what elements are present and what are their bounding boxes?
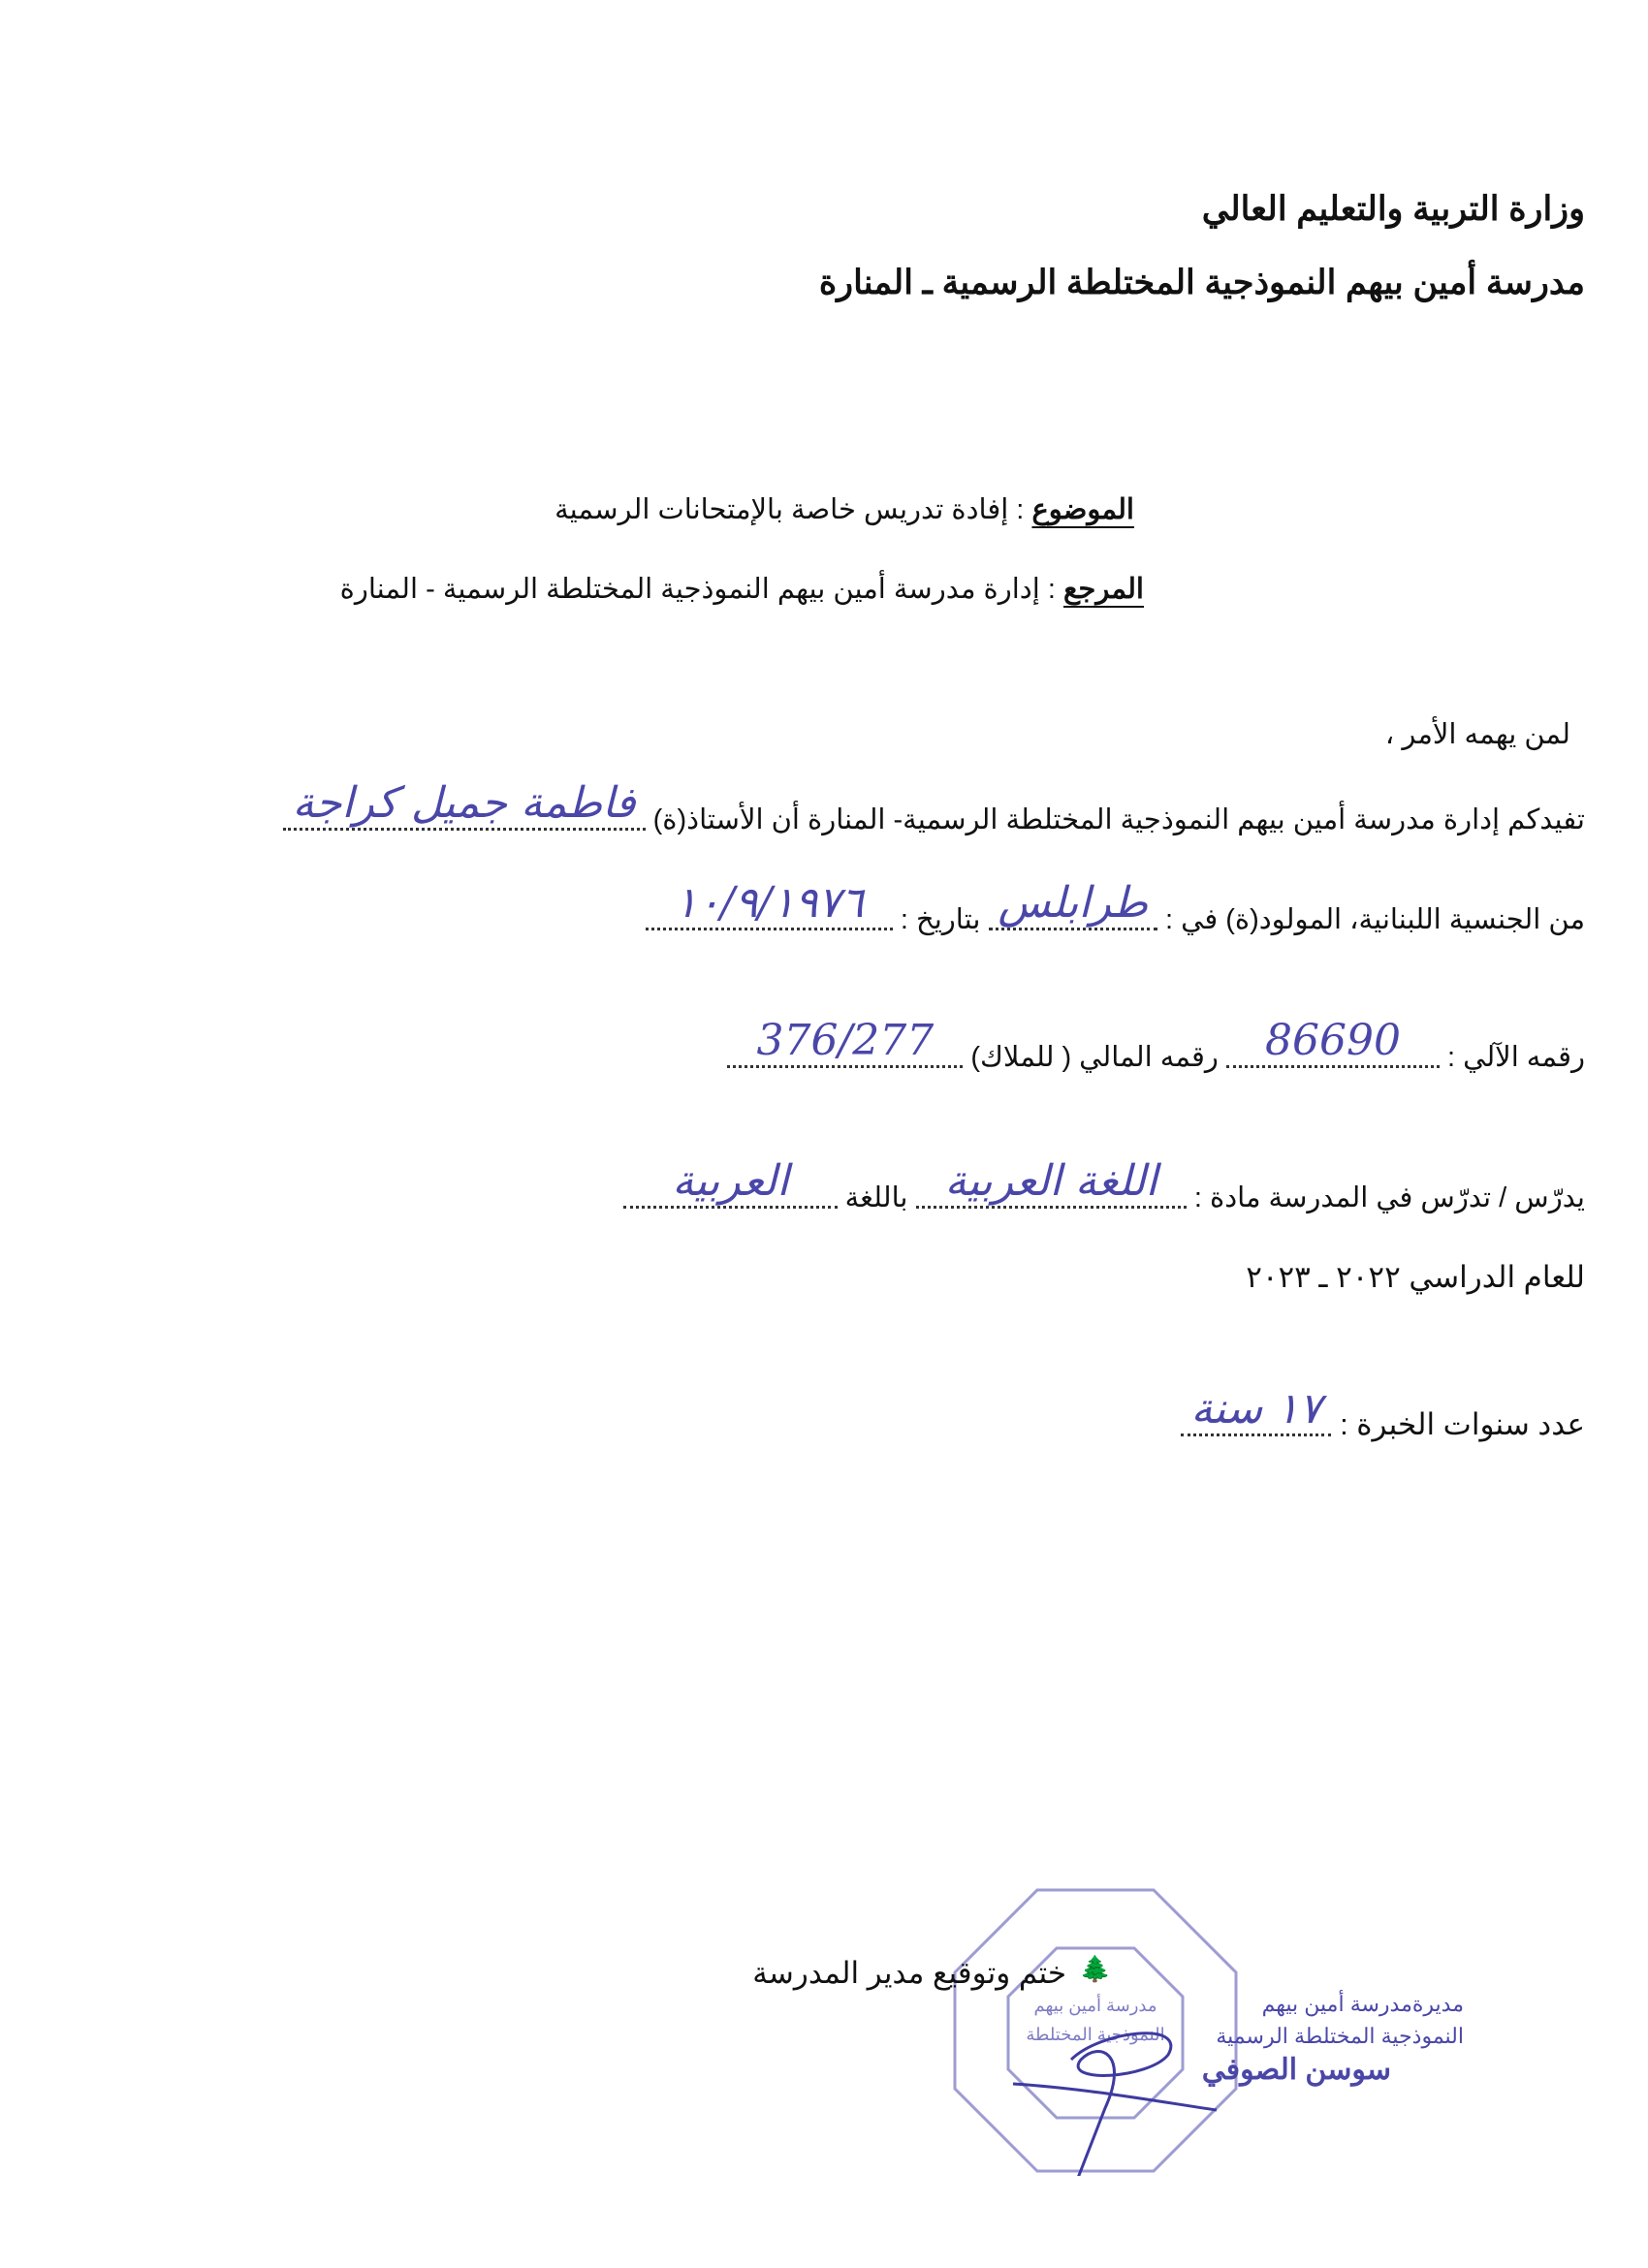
subject-line — [555, 492, 1134, 526]
school-seal-stamp — [945, 1885, 1246, 2176]
teacher-name: فاطمة جميل كراجة — [283, 778, 646, 831]
birth-place: طرابلس — [989, 878, 1157, 930]
birthdate-label: بتاريخ : — [900, 904, 981, 935]
body-line-1 — [283, 778, 1585, 839]
school-heading: مدرسة أمين بيهم النموذجية المختلطة الرسمية ـ المنارة — [818, 264, 1585, 301]
experience-label: عدد سنوات الخبرة : — [1340, 1407, 1585, 1441]
stamp-line-2: النموذجية المختلطة الرسمية — [1216, 2024, 1464, 2048]
language-label: باللغة — [844, 1182, 908, 1213]
auto-number-label: رقمه الآلي : — [1447, 1042, 1585, 1073]
ministry-heading: وزارة التربية والتعليم العالي — [1201, 190, 1585, 228]
experience-value: ١٧ سنة — [1181, 1384, 1331, 1436]
line1-text: تفيدكم إدارة مدرسة أمين بيهم النموذجية المختلطة الرسمية- المنارة أن الأستاذ(ة) — [652, 804, 1585, 835]
subject-taught: اللغة العربية — [916, 1156, 1187, 1209]
stamp-line-1: مديرةمدرسة أمين بيهم — [1261, 1992, 1464, 2016]
birth-date: ١٠/٩/١٩٧٦ — [646, 878, 893, 930]
auto-number: 86690 — [1226, 1016, 1440, 1068]
reference-line — [340, 572, 1144, 606]
reference-text: : إدارة مدرسة أمين بيهم النموذجية المختلطة الرسمية - المنارة — [339, 574, 1056, 605]
experience-line — [1181, 1384, 1585, 1445]
subject-text: : إفادة تدريس خاصة بالإمتحانات الرسمية — [555, 494, 1025, 525]
stamp-name: سوسن الصوفي — [1201, 2054, 1391, 2086]
body-line-2 — [646, 878, 1585, 939]
svg-text:مدرسة أمين بيهم: مدرسة أمين بيهم — [1033, 1996, 1157, 2015]
greeting: لمن يهمه الأمر ، — [1384, 719, 1570, 750]
subject-taught-label: يدرّس / تدرّس في المدرسة مادة : — [1193, 1182, 1585, 1213]
reference-label: المرجع — [1062, 574, 1144, 605]
language: العربية — [623, 1156, 837, 1209]
academic-year: للعام الدراسي ٢٠٢٢ ـ ٢٠٢٣ — [1246, 1260, 1585, 1294]
financial-number: 376/277 — [727, 1016, 963, 1068]
body-line-3 — [727, 1016, 1585, 1077]
financial-number-label: رقمه المالي ( للملاك) — [970, 1042, 1219, 1073]
signature-label: ختم وتوقيع مدير المدرسة — [752, 1956, 1066, 1990]
svg-text:النموذجية المختلطة: النموذجية المختلطة — [1026, 2025, 1165, 2044]
body-line-4 — [623, 1156, 1585, 1217]
subject-label: الموضوع — [1031, 494, 1134, 525]
svg-text:🌲: 🌲 — [1079, 1955, 1112, 1984]
birthplace-label: من الجنسية اللبنانية، المولود(ة) في : — [1165, 904, 1585, 935]
